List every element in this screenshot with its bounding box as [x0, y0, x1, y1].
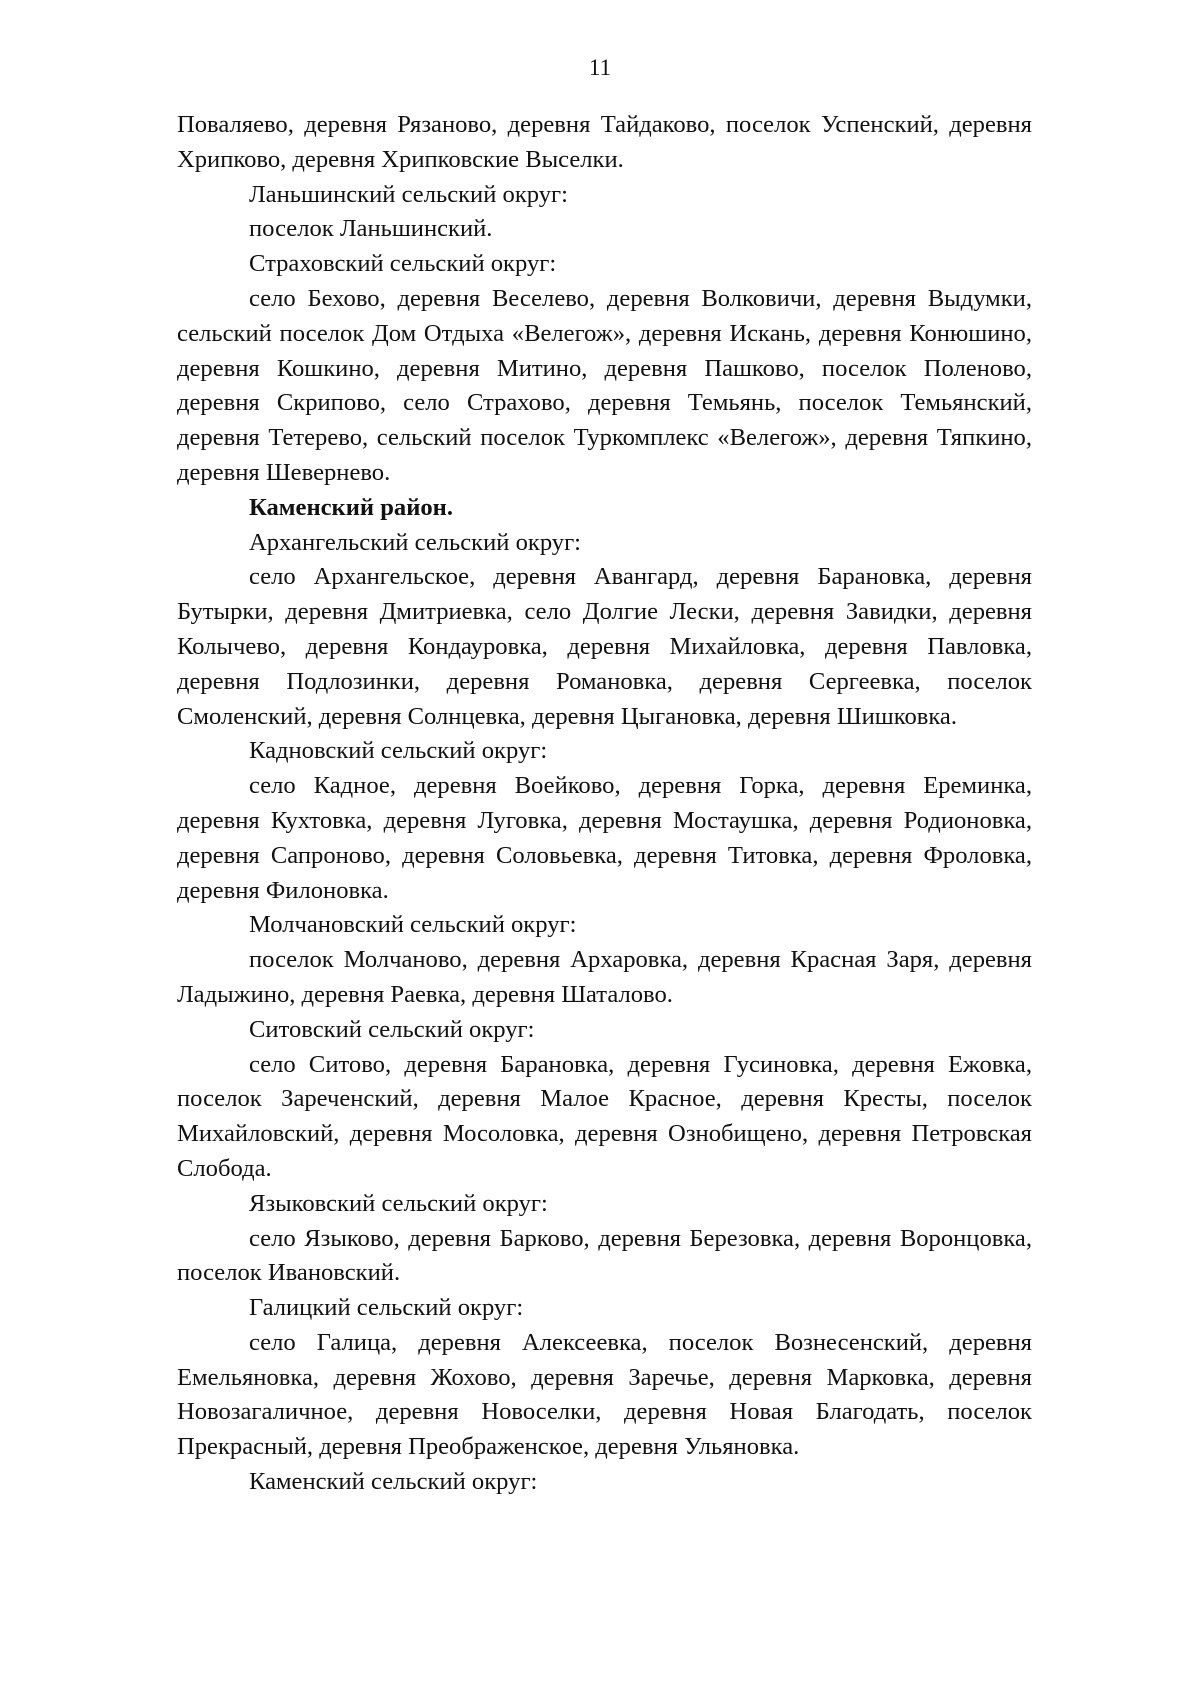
paragraph-continuation: Поваляево, деревня Рязаново, деревня Тайдаково, поселок Успенский, деревня Хрипково, деревня Хрипковские Выселки. [177, 111, 1032, 173]
district-heading-kadnovsky: Кадновский сельский округ: [249, 737, 548, 765]
settlement-list-galitsky: село Галица, деревня Алексеевка, поселок Вознесенский, деревня Емельяновка, деревня Жохово, деревня Заречье, деревня Марковка, деревня Новозагаличное, деревня Новоселки, деревня Новая Благодать, поселок Прекрасный, деревня Преображенское, деревня Ульяновка. [177, 1328, 1032, 1461]
district-heading-kamensky: Каменский сельский округ: [249, 1468, 538, 1496]
district-heading-galitsky: Галицкий сельский округ: [249, 1294, 524, 1322]
district-heading-strakhovsky: Страховский сельский округ: [249, 250, 557, 278]
page-number: 11 [588, 55, 612, 80]
district-heading-arkhangelsky: Архангельский сельский округ: [249, 528, 582, 556]
district-heading-molchanovsky: Молчановский сельский округ: [249, 911, 577, 939]
district-heading-yazykovsky: Языковский сельский округ: [249, 1189, 548, 1217]
settlement-list-kadnovsky: село Кадное, деревня Воейково, деревня Горка, деревня Ереминка, деревня Кухтовка, деревня Луговка, деревня Мостаушка, деревня Родионовка, деревня Сапроново, деревня Соловьевка, деревня Титовка, деревня Фроловка, деревня Филоновка. [177, 772, 1032, 904]
settlement-list-sitovsky: село Ситово, деревня Барановка, деревня Гусиновка, деревня Ежовка, поселок Зареченский, деревня Малое Красное, деревня Кресты, поселок Михайловский, деревня Мосоловка, деревня Ознобищено, деревня Петровская Слобода. [177, 1050, 1032, 1182]
settlement-list-arkhangelsky: село Архангельское, деревня Авангард, деревня Барановка, деревня Бутырки, деревня Дмитриевка, село Долгие Лески, деревня Завидки, деревня Колычево, деревня Кондауровка, деревня Михайловка, деревня Павловка, деревня Подлозинки, деревня Романовка, деревня Сергеевка, поселок Смоленский, деревня Солнцевка, деревня Цыгановка, деревня Шишковка. [177, 563, 1032, 730]
district-heading-lanshinsky: Ланьшинский сельский округ: [249, 180, 568, 208]
settlement-list-strakhovsky: село Бехово, деревня Веселево, деревня Волковичи, деревня Выдумки, сельский поселок Дом Отдыха «Велегож», деревня Искань, деревня Конюшино, деревня Кошкино, деревня Митино, деревня Пашково, поселок Поленово, деревня Скрипово, село Страхово, деревня Темьянь, поселок Темьянский, деревня Тетерево, сельский поселок Туркомплекс «Велегож», деревня Тяпкино, деревня Шевернево. [177, 284, 1032, 486]
region-heading-kamensky: Каменский район. [249, 493, 453, 521]
document-body [177, 108, 1032, 1500]
district-heading-sitovsky: Ситовский сельский округ: [249, 1015, 535, 1043]
settlement-list-yazykovsky: село Языково, деревня Барково, деревня Березовка, деревня Воронцовка, поселок Ивановский. [177, 1224, 1032, 1287]
settlement-list-molchanovsky: поселок Молчаново, деревня Архаровка, деревня Красная Заря, деревня Ладыжино, деревня Раевка, деревня Шаталово. [177, 946, 1032, 1008]
settlement-list-lanshinsky: поселок Ланьшинский. [249, 215, 493, 243]
